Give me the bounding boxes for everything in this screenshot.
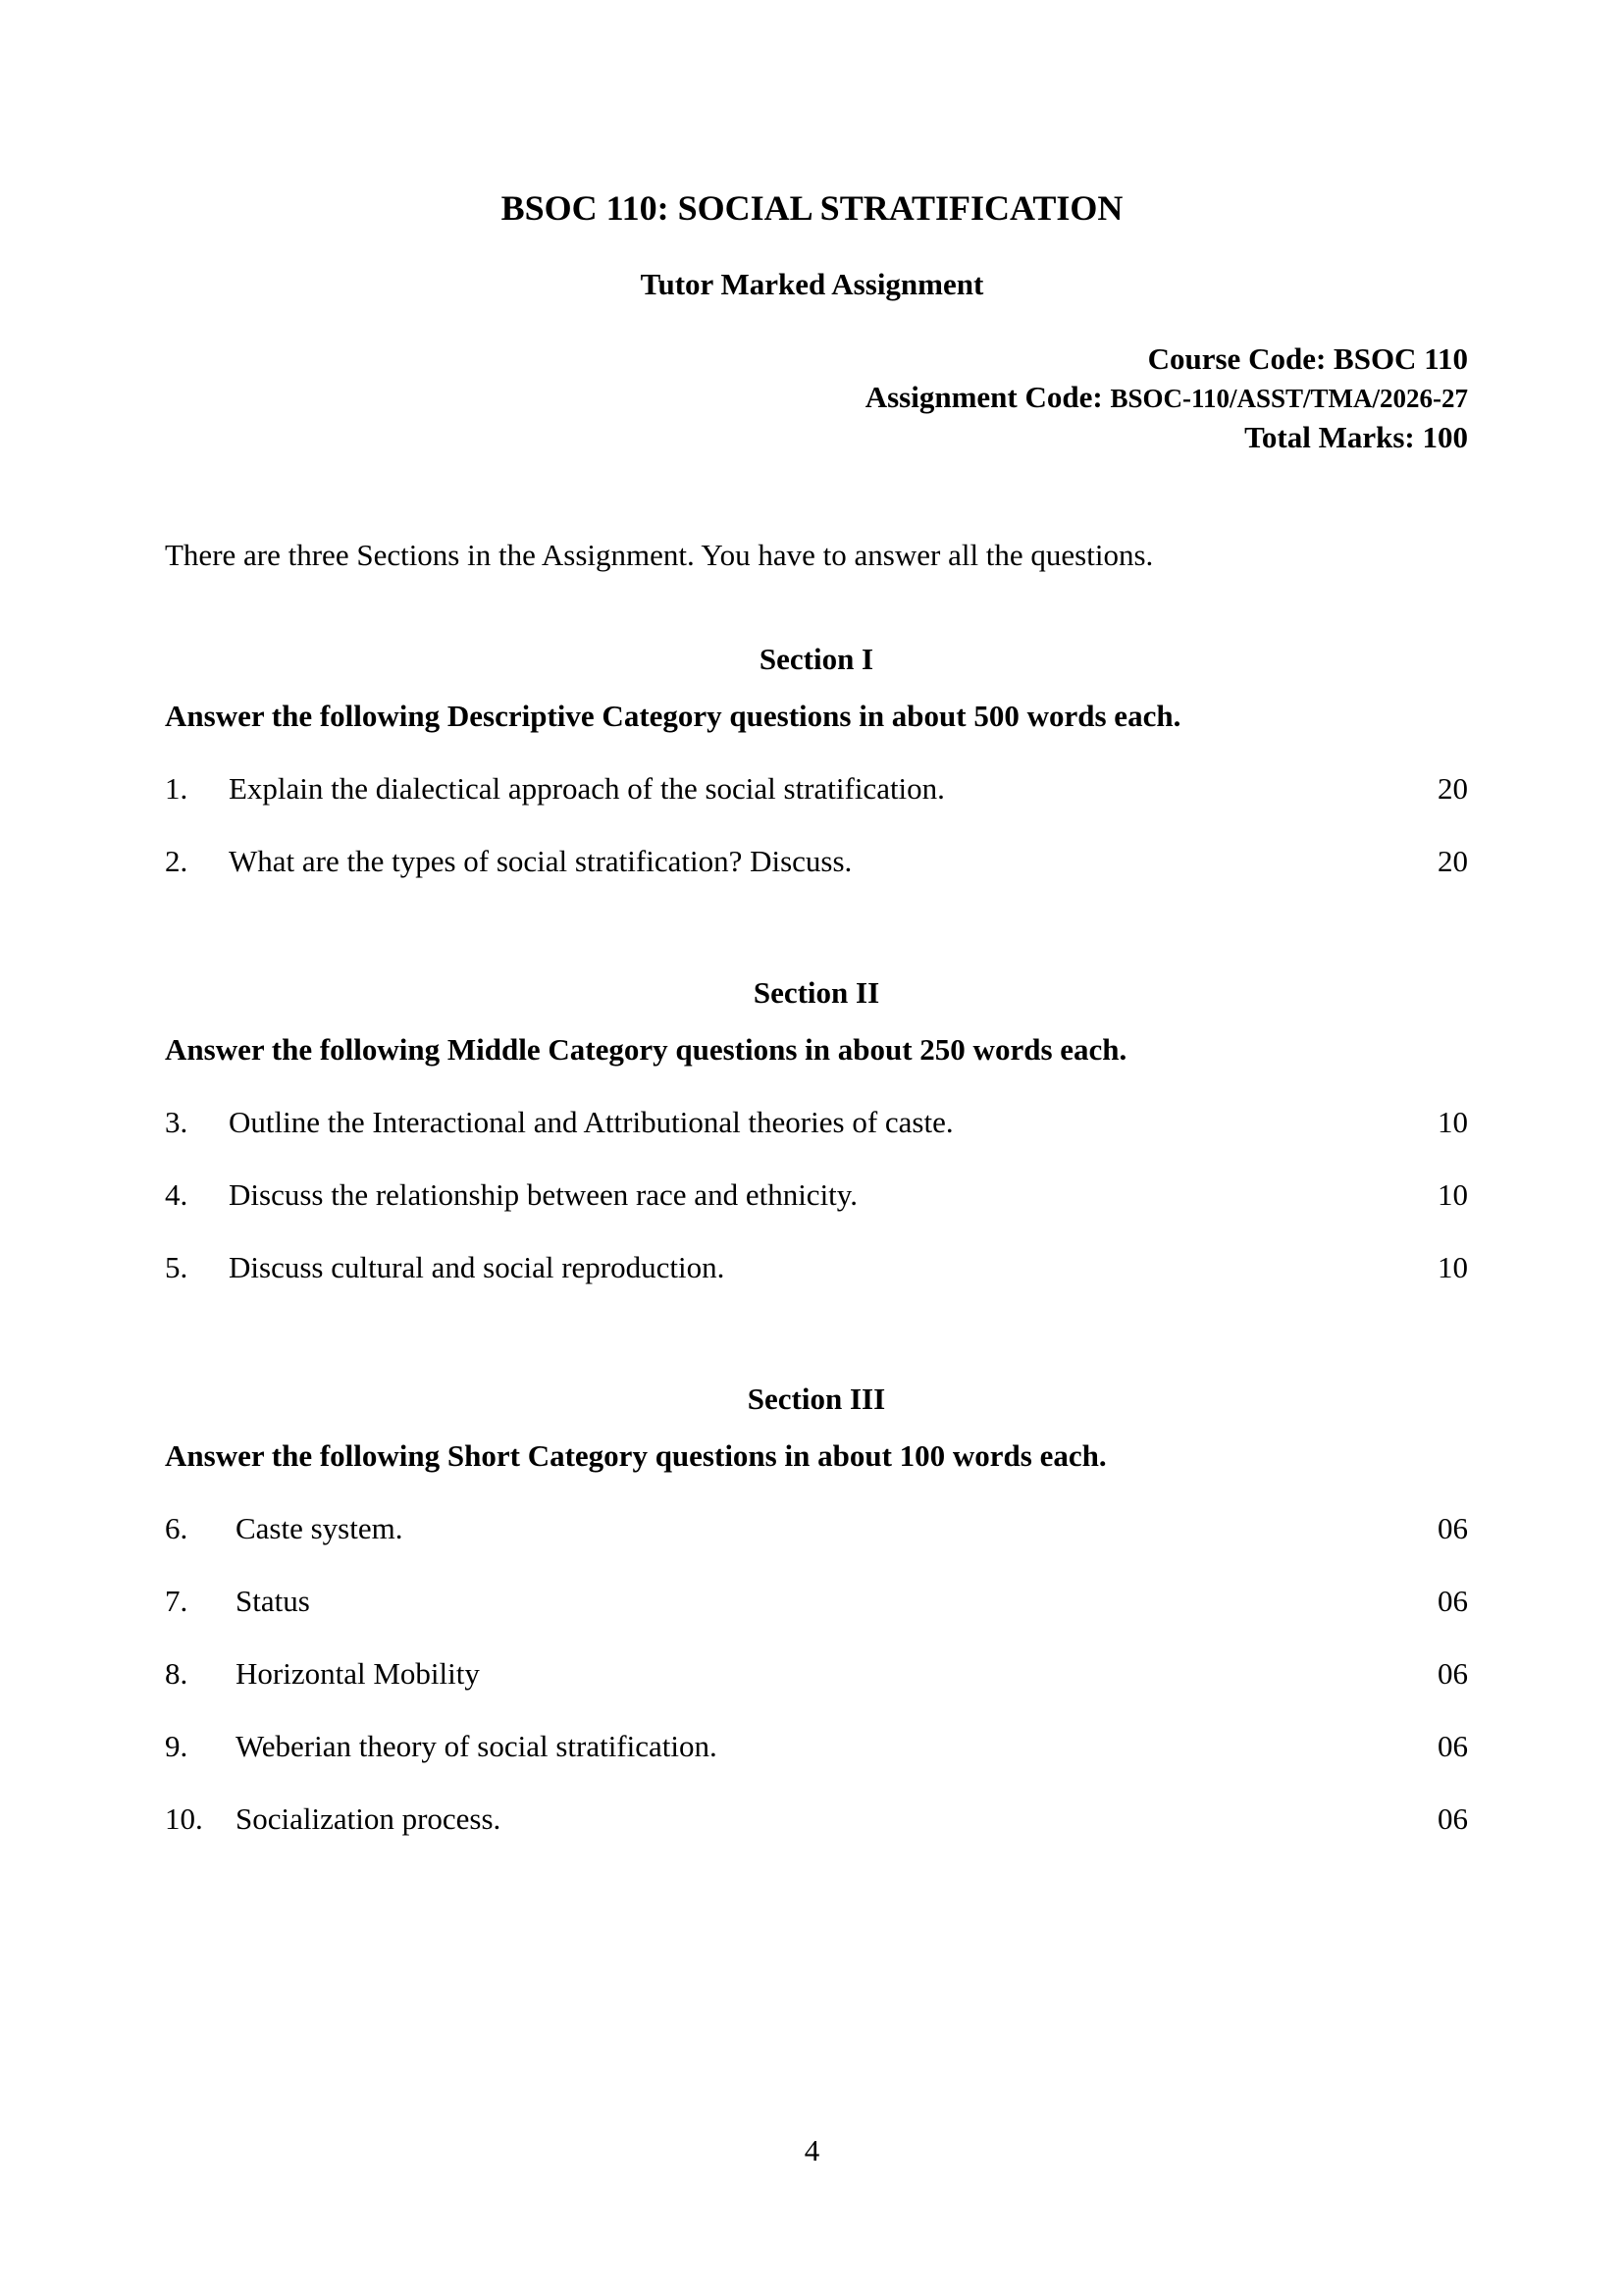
- question-marks: 06: [1438, 1801, 1468, 1836]
- question-text: Weberian theory of social stratification.: [236, 1729, 717, 1763]
- intro-text: There are three Sections in the Assignment. You have to answer all the questions.: [165, 538, 1154, 572]
- section-heading: Section III: [747, 1382, 886, 1416]
- question-text: Status: [236, 1584, 310, 1618]
- question-item: [165, 842, 1468, 881]
- question-text: Outline the Interactional and Attributional theories of caste.: [229, 1105, 954, 1139]
- question-marks: 06: [1438, 1511, 1468, 1545]
- assignment-meta: [865, 339, 1468, 456]
- question-marks: 06: [1438, 1584, 1468, 1618]
- question-item: [165, 1799, 1468, 1839]
- question-marks: 06: [1438, 1656, 1468, 1691]
- total-marks-label: Total Marks:: [1244, 420, 1423, 454]
- question-text: Explain the dialectical approach of the social stratification.: [229, 771, 945, 806]
- question-number: 4.: [165, 1177, 188, 1212]
- section-instruction: Answer the following Middle Category questions in about 250 words each.: [165, 1032, 1127, 1067]
- assignment-code-label: Assignment Code:: [864, 380, 1111, 414]
- question-number: 7.: [165, 1584, 188, 1618]
- question-text: Horizontal Mobility: [236, 1656, 480, 1691]
- document-title: BSOC 110: SOCIAL STRATIFICATION: [500, 188, 1124, 228]
- course-code-label: Course Code:: [1147, 341, 1335, 376]
- page-number: 4: [804, 2133, 820, 2167]
- question-number: 9.: [165, 1729, 188, 1763]
- question-text: Socialization process.: [236, 1801, 501, 1836]
- course-code-value: BSOC 110: [1334, 341, 1468, 376]
- question-marks: 06: [1438, 1729, 1468, 1763]
- question-item: [165, 1175, 1468, 1215]
- question-item: [165, 1654, 1468, 1694]
- question-item: [165, 769, 1468, 808]
- question-item: [165, 1582, 1468, 1621]
- question-marks: 10: [1438, 1177, 1468, 1212]
- total-marks-line: [865, 418, 1468, 456]
- question-item: [165, 1727, 1468, 1766]
- section-1: [165, 640, 1468, 881]
- question-number: 1.: [165, 771, 188, 806]
- question-item: [165, 1103, 1468, 1142]
- question-item: [165, 1509, 1468, 1548]
- section-3: [165, 1380, 1468, 1839]
- section-heading: Section II: [753, 975, 880, 1010]
- question-marks: 10: [1438, 1105, 1468, 1139]
- question-list: [165, 1103, 1468, 1287]
- question-number: 2.: [165, 844, 188, 878]
- question-number: 8.: [165, 1656, 188, 1691]
- question-number: 3.: [165, 1105, 188, 1139]
- question-marks: 20: [1438, 844, 1468, 878]
- question-list: [165, 769, 1468, 881]
- question-marks: 10: [1438, 1250, 1468, 1284]
- question-number: 5.: [165, 1250, 188, 1284]
- total-marks-value: 100: [1422, 420, 1468, 454]
- course-code-line: [865, 339, 1468, 378]
- assignment-code-value: BSOC-110/ASST/TMA/2026-27: [1110, 384, 1468, 413]
- document-subtitle: Tutor Marked Assignment: [640, 267, 984, 301]
- question-list: [165, 1509, 1468, 1839]
- question-text: Caste system.: [236, 1511, 403, 1545]
- question-text: What are the types of social stratification? Discuss.: [229, 844, 853, 878]
- question-number: 10.: [165, 1801, 203, 1836]
- assignment-code-line: [865, 378, 1468, 418]
- question-text: Discuss the relationship between race and ethnicity.: [229, 1177, 859, 1212]
- section-2: [165, 973, 1468, 1287]
- section-instruction: Answer the following Short Category questions in about 100 words each.: [165, 1438, 1107, 1473]
- question-number: 6.: [165, 1511, 188, 1545]
- section-heading: Section I: [759, 642, 874, 676]
- question-marks: 20: [1438, 771, 1468, 806]
- section-instruction: Answer the following Descriptive Category questions in about 500 words each.: [165, 699, 1181, 733]
- question-text: Discuss cultural and social reproduction.: [229, 1250, 725, 1284]
- question-item: [165, 1248, 1468, 1287]
